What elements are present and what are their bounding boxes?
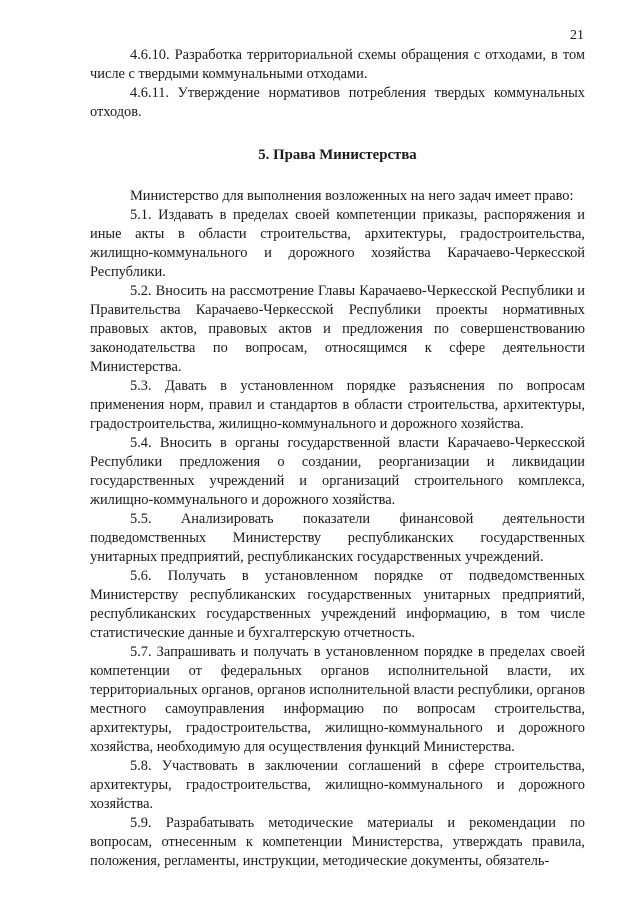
paragraph-5-7: 5.7. Запрашивать и получать в установленном порядке в пределах своей компетенции от федеральных органов исполнительной власти, их территориальных органов, органов исполнительной власти республики, органов местного самоуправления информацию по вопросам строительства, архитектуры, градостроительства, жилищно-коммунального и дорожного хозяйства, необходимую для осуществления функций Министерства. [90, 644, 585, 755]
paragraph-5-9: 5.9. Разрабатывать методические материалы и рекомендации по вопросам, отнесенным к компетенции Министерства, утверждать правила, положения, регламенты, инструкции, методические документы, обязатель- [90, 815, 585, 869]
paragraph-5-2: 5.2. Вносить на рассмотрение Главы Карачаево-Черкесской Республики и Правительства Карачаево-Черкесской Республики проекты нормативных правовых актов, правовых актов и предложения по совершенствованию законодательства по вопросам, относящимся к сфере деятельности Министерства. [90, 283, 585, 375]
section-heading: 5. Права Министерства [258, 147, 417, 163]
paragraph-5-4: 5.4. Вносить в органы государственной власти Карачаево-Черкесской Республики предложения о создании, реорганизации и ликвидации государственных учреждений и организаций строительного комплекса, жилищно-коммунального и дорожного хозяйства. [90, 435, 585, 508]
intro-paragraph: Министерство для выполнения возложенных на него задач имеет право: [130, 188, 574, 204]
document-body [90, 46, 585, 871]
paragraph-5-6: 5.6. Получать в установленном порядке от подведомственных Министерству республиканских государственных унитарных предприятий, республиканских государственных учреждений информацию, в том числе статистические данные и бухгалтерскую отчетность. [90, 568, 585, 641]
spacer [90, 165, 585, 187]
spacer [90, 122, 585, 146]
paragraph-5-5: 5.5. Анализировать показатели финансовой деятельности подведомственных Министерству республиканских государственных унитарных предприятий, республиканских государственных учреждений. [90, 511, 585, 565]
paragraph-4-6-11: 4.6.11. Утверждение нормативов потребления твердых коммунальных отходов. [90, 85, 585, 120]
paragraph-5-3: 5.3. Давать в установленном порядке разъяснения по вопросам применения норм, правил и стандартов в области строительства, архитектуры, градостроительства, жилищно-коммунального и дорожного хозяйства. [90, 378, 585, 432]
paragraph-5-8: 5.8. Участвовать в заключении соглашений в сфере строительства, архитектуры, градостроительства, жилищно-коммунального и дорожного хозяйства. [90, 758, 585, 812]
page-number: 21 [570, 28, 584, 43]
paragraph-5-1: 5.1. Издавать в пределах своей компетенции приказы, распоряжения и иные акты в области строительства, архитектуры, градостроительства, жилищно-коммунального и дорожного хозяйства Карачаево-Черкесской Республики. [90, 207, 585, 280]
paragraph-4-6-10: 4.6.10. Разработка территориальной схемы обращения с отходами, в том числе с твердыми коммунальными отходами. [90, 47, 585, 82]
